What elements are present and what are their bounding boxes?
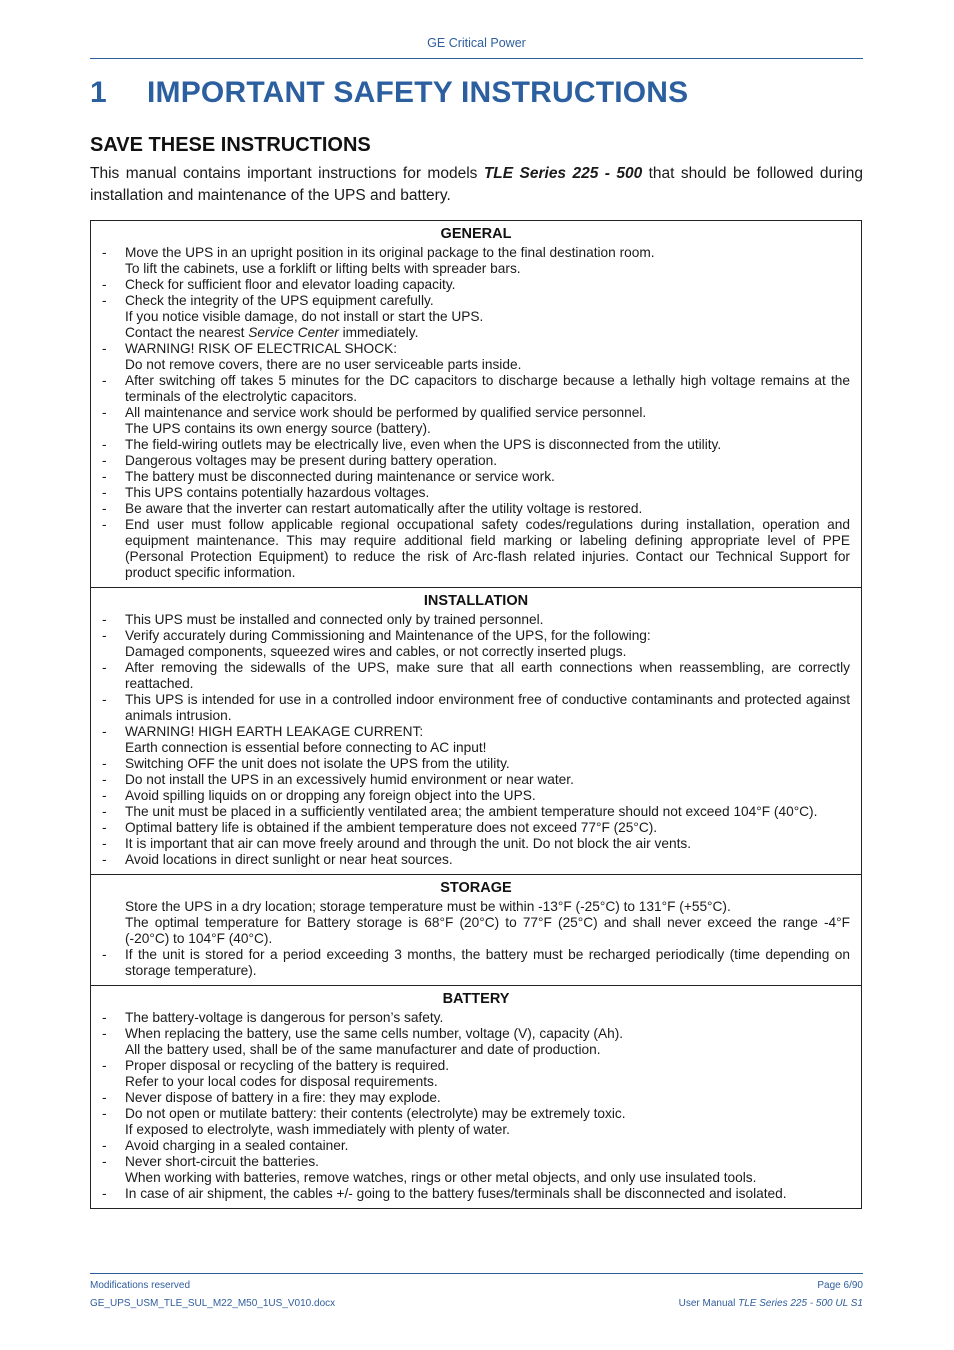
item-text: If exposed to electrolyte, wash immediately with plenty of water.: [125, 1122, 510, 1137]
list-item: [102, 1026, 850, 1058]
list-item: [102, 947, 850, 979]
list-item: [102, 1186, 850, 1202]
list-item: [102, 501, 850, 517]
list-item: [102, 469, 850, 485]
list-dash: -: [102, 485, 107, 500]
list-dash: -: [102, 1090, 107, 1105]
item-text: In case of air shipment, the cables +/- going to the battery fuses/terminals shall be disconnected and isolated.: [125, 1186, 787, 1201]
item-text: WARNING! RISK OF ELECTRICAL SHOCK:: [125, 341, 398, 356]
list-dash: -: [102, 1058, 107, 1073]
item-text: If you notice visible damage, do not install or start the UPS.: [125, 309, 484, 324]
section-installation: [91, 588, 861, 875]
item-text: The battery must be disconnected during maintenance or service work.: [125, 469, 555, 484]
list-item: [102, 836, 850, 852]
page-header: [90, 36, 863, 50]
section-battery: [91, 986, 861, 1208]
list-dash: -: [102, 341, 107, 356]
list-dash: -: [102, 1186, 107, 1201]
item-text: Store the UPS in a dry location; storage temperature must be within -13°F (-25°C) to 131°F (+55°C).: [125, 899, 731, 914]
list-item: [102, 437, 850, 453]
item-text: Earth connection is essential before connecting to AC input!: [125, 740, 487, 755]
list-dash: -: [102, 293, 107, 308]
footer-divider: [90, 1273, 863, 1274]
item-text: Avoid charging in a sealed container.: [125, 1138, 349, 1153]
list-dash: -: [102, 820, 107, 835]
item-text: The optimal temperature for Battery storage is 68°F (20°C) to 77°F (25°C) and shall never exceed the range -4°F (-20°C) to 104°F (40°C).: [125, 915, 850, 946]
item-text: After removing the sidewalls of the UPS, make sure that all earth connections when reassembling, are correctly reattached.: [125, 660, 850, 691]
footer-manual-title: User Manual TLE Series 225 - 500 UL S1: [678, 1298, 863, 1309]
list-item: [102, 692, 850, 724]
list-item: [102, 788, 850, 804]
brand-logo: GE: [427, 36, 446, 50]
section-general: [91, 221, 861, 588]
list-dash: -: [102, 469, 107, 484]
item-text: All the battery used, shall be of the same manufacturer and date of production.: [125, 1042, 601, 1057]
footer-filename: GE_UPS_USM_TLE_SUL_M22_M50_1US_V010.docx: [90, 1298, 336, 1309]
item-text: Proper disposal or recycling of the battery is required.: [125, 1058, 450, 1073]
item-text: When working with batteries, remove watches, rings or other metal objects, and only use insulated tools.: [125, 1170, 757, 1185]
list-item: [102, 485, 850, 501]
section-title: GENERAL: [440, 226, 512, 242]
item-text: Dangerous voltages may be present during battery operation.: [125, 453, 498, 468]
section-title: BATTERY: [442, 991, 510, 1007]
item-text: End user must follow applicable regional occupational safety codes/regulations during installation, operation and equipment maintenance. This may require additional field marking or labeling defining appropriate level of PPE (Personal Protection Equipment) to reduce the risk of Arc-flash related injuries. Contact our Technical Support for product specific information.: [125, 517, 850, 580]
list-dash: -: [102, 836, 107, 851]
list-item: [102, 804, 850, 820]
item-text: Switching OFF the unit does not isolate the UPS from the utility.: [125, 756, 510, 771]
list-item: [102, 660, 850, 692]
list-dash: -: [102, 772, 107, 787]
list-item: [102, 772, 850, 788]
list-dash: -: [102, 804, 107, 819]
list-dash: -: [102, 453, 107, 468]
footer-modifications: Modifications reserved: [90, 1280, 191, 1291]
list-item: [102, 756, 850, 772]
item-text: Refer to your local codes for disposal requirements.: [125, 1074, 438, 1089]
list-dash: -: [102, 852, 107, 867]
list-item: [102, 724, 850, 756]
list-dash: -: [102, 692, 107, 707]
list-item: [102, 517, 850, 581]
list-dash: -: [102, 245, 107, 260]
item-text: When replacing the battery, use the same cells number, voltage (V), capacity (Ah).: [125, 1026, 624, 1041]
item-text: All maintenance and service work should be performed by qualified service personnel.: [125, 405, 647, 420]
list-item: [102, 1010, 850, 1026]
list-item: [102, 373, 850, 405]
item-text: The battery-voltage is dangerous for person’s safety.: [125, 1010, 444, 1025]
header-product: Critical Power: [448, 36, 526, 50]
chapter-title: IMPORTANT SAFETY INSTRUCTIONS: [147, 76, 689, 109]
section-title: INSTALLATION: [423, 593, 529, 609]
list-dash: -: [102, 1010, 107, 1025]
item-text: This UPS contains potentially hazardous voltages.: [125, 485, 430, 500]
service-center-term: Service Center: [248, 325, 339, 340]
chapter-number: 1: [90, 76, 107, 109]
list-dash: -: [102, 756, 107, 771]
item-text: WARNING! HIGH EARTH LEAKAGE CURRENT:: [125, 724, 424, 739]
header-divider: [90, 58, 863, 59]
item-text: Avoid locations in direct sunlight or near heat sources.: [125, 852, 453, 867]
list-dash: -: [102, 373, 107, 388]
item-text: The unit must be placed in a sufficiently ventilated area; the ambient temperature should not exceed 104°F (40°C).: [125, 804, 818, 819]
list-dash: -: [102, 1106, 107, 1121]
list-dash: -: [102, 437, 107, 452]
item-text: Avoid spilling liquids on or dropping any foreign object into the UPS.: [125, 788, 536, 803]
list-item: [102, 1058, 850, 1090]
list-dash: -: [102, 947, 107, 962]
item-text: Verify accurately during Commissioning and Maintenance of the UPS, for the following:: [125, 628, 651, 643]
section-title: STORAGE: [440, 880, 512, 896]
item-text: The field-wiring outlets may be electrically live, even when the UPS is disconnected from the utility.: [125, 437, 722, 452]
item-text: This UPS must be installed and connected only by trained personnel.: [125, 612, 544, 627]
item-text: Do not open or mutilate battery: their contents (electrolyte) may be extremely toxic.: [125, 1106, 626, 1121]
item-text: Check the integrity of the UPS equipment carefully.: [125, 293, 434, 308]
item-text: Never short-circuit the batteries.: [125, 1154, 319, 1169]
footer-page-number: Page 6/90: [817, 1280, 863, 1291]
list-item: [102, 612, 850, 628]
list-item: [102, 1090, 850, 1106]
list-dash: -: [102, 724, 107, 739]
section-storage: [91, 875, 861, 986]
list-item: [102, 852, 850, 868]
item-text: Contact the nearest Service Center immediately.: [125, 325, 419, 340]
item-text: Check for sufficient floor and elevator loading capacity.: [125, 277, 456, 292]
list-dash: -: [102, 277, 107, 292]
list-item: [102, 1154, 850, 1186]
list-dash: -: [102, 788, 107, 803]
list-item: [102, 245, 850, 277]
list-dash: -: [102, 1138, 107, 1153]
list-item: [102, 453, 850, 469]
item-text: Do not remove covers, there are no user serviceable parts inside.: [125, 357, 522, 372]
list-dash: -: [102, 517, 107, 532]
list-item: [102, 1106, 850, 1138]
list-dash: -: [102, 405, 107, 420]
list-item: [102, 293, 850, 341]
item-text: After switching off takes 5 minutes for the DC capacitors to discharge because a lethally high voltage remains at the terminals of the electrolytic capacitors.: [125, 373, 850, 404]
item-text: If the unit is stored for a period exceeding 3 months, the battery must be recharged periodically (time depending on storage temperature).: [125, 947, 850, 978]
list-item: [102, 405, 850, 437]
item-text: Do not install the UPS in an excessively humid environment or near water.: [125, 772, 574, 787]
item-text: This UPS is intended for use in a controlled indoor environment free of conductive contaminants and protected against animals intrusion.: [125, 692, 850, 723]
list-dash: -: [102, 501, 107, 516]
list-item: [102, 341, 850, 373]
safety-instructions-table: [90, 220, 862, 1209]
list-dash: -: [102, 1026, 107, 1041]
item-text: The UPS contains its own energy source (battery).: [125, 421, 431, 436]
intro-paragraph: This manual contains important instructions for models TLE Series 225 - 500 that should be followed during installation and maintenance of the UPS and battery.: [90, 165, 863, 204]
list-dash: -: [102, 612, 107, 627]
item-text: Move the UPS in an upright position in its original package to the final destination room.: [125, 245, 655, 260]
section-subheading: SAVE THESE INSTRUCTIONS: [90, 134, 371, 156]
list-dash: -: [102, 628, 107, 643]
list-item: [102, 899, 850, 915]
item-text: Damaged components, squeezed wires and cables, or not correctly inserted plugs.: [125, 644, 627, 659]
list-item: [102, 915, 850, 947]
item-text: Optimal battery life is obtained if the ambient temperature does not exceed 77°F (25°C).: [125, 820, 658, 835]
item-text: It is important that air can move freely around and through the unit. Do not block the air vents.: [125, 836, 692, 851]
list-item: [102, 277, 850, 293]
chapter-heading: [90, 76, 688, 110]
item-text: Be aware that the inverter can restart automatically after the utility voltage is restored.: [125, 501, 643, 516]
model-name: TLE Series 225 - 500: [483, 165, 643, 182]
list-dash: -: [102, 1154, 107, 1169]
list-item: [102, 820, 850, 836]
list-dash: -: [102, 660, 107, 675]
list-item: [102, 1138, 850, 1154]
item-text: To lift the cabinets, use a forklift or lifting belts with spreader bars.: [125, 261, 521, 276]
item-text: Never dispose of battery in a fire: they may explode.: [125, 1090, 441, 1105]
list-item: [102, 628, 850, 660]
